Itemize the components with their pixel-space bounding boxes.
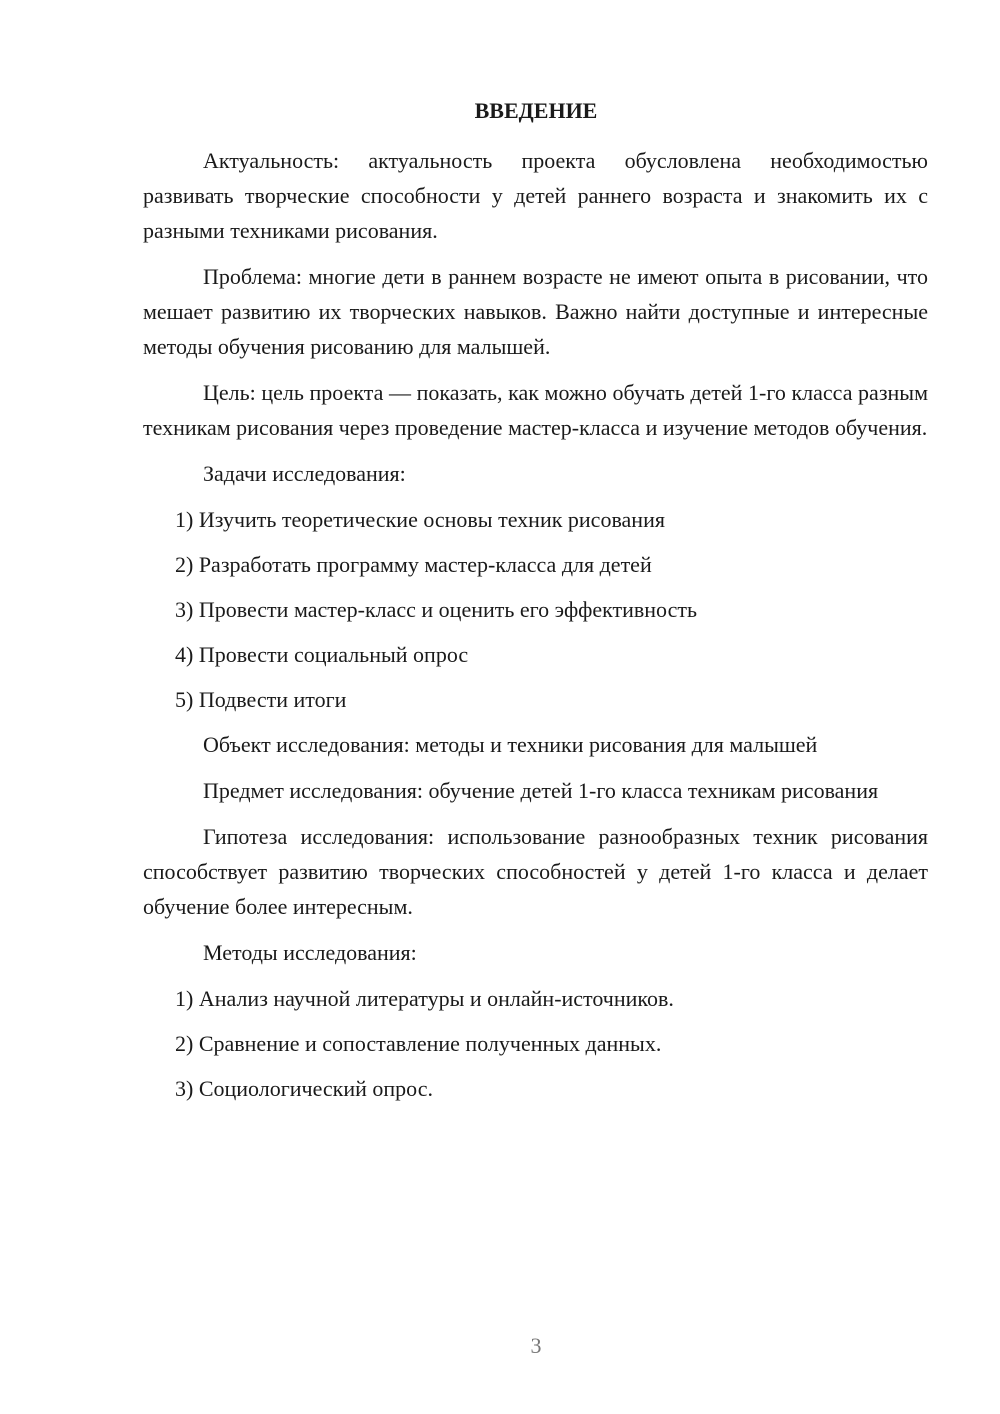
problem-paragraph: Проблема: многие дети в раннем возрасте не имеют опыта в рисовании, что мешает развитию их творческих навыков. Важно найти доступные и интересные методы обучения рисованию для малышей. [143, 264, 928, 359]
page-number: 3 [530, 1333, 542, 1358]
object-paragraph: Объект исследования: методы и техники рисования для малышей [203, 732, 818, 757]
list-item: 2) Сравнение и сопоставление полученных данных. [175, 1031, 662, 1056]
page-heading: ВВЕДЕНИЕ [474, 98, 598, 123]
list-item: 3) Социологический опрос. [175, 1076, 433, 1101]
hypothesis-paragraph: Гипотеза исследования: использование разнообразных техник рисования способствует развитию творческих способностей у детей 1-го класса и делает обучение более интересным. [143, 824, 928, 919]
list-item: 5) Подвести итоги [175, 687, 347, 712]
goal-paragraph: Цель: цель проекта — показать, как можно обучать детей 1-го класса разным техникам рисования через проведение мастер-класса и изучение методов обучения. [143, 380, 928, 440]
list-item: 2) Разработать программу мастер-класса для детей [175, 552, 652, 577]
list-item: 1) Изучить теоретические основы техник рисования [175, 507, 665, 532]
tasks-list [143, 502, 928, 717]
tasks-title: Задачи исследования: [203, 461, 406, 486]
relevance-paragraph: Актуальность: актуальность проекта обусловлена необходимостью развивать творческие способности у детей раннего возраста и знакомить их с разными техниками рисования. [143, 148, 928, 243]
list-item: 4) Провести социальный опрос [175, 642, 469, 667]
list-item: 3) Провести мастер-класс и оценить его эффективность [175, 597, 698, 622]
list-item: 1) Анализ научной литературы и онлайн-источников. [175, 986, 674, 1011]
subject-paragraph: Предмет исследования: обучение детей 1-го класса техникам рисования [203, 778, 879, 803]
methods-title: Методы исследования: [203, 940, 417, 965]
methods-list [143, 981, 928, 1106]
document-body [143, 143, 928, 1116]
